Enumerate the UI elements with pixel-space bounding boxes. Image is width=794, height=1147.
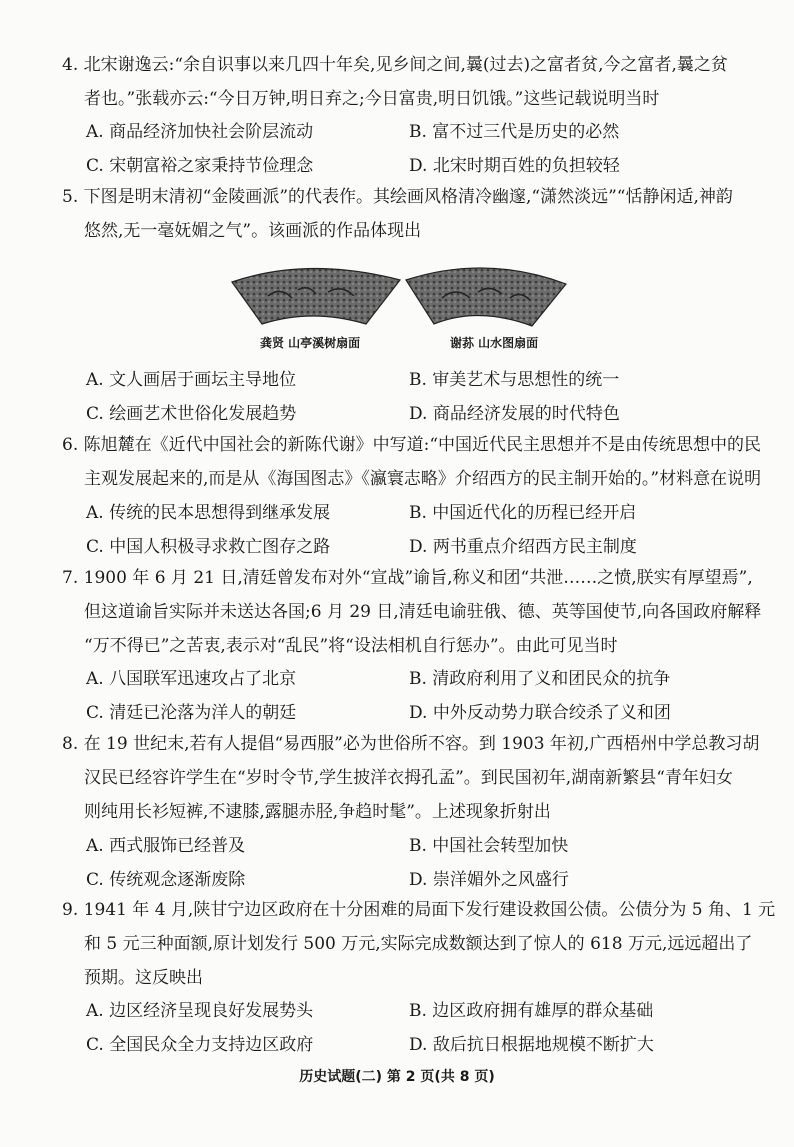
option-c[interactable]: C. 宋朝富裕之家秉持节俭理念 (86, 155, 314, 176)
stem-line: 但这道谕旨实际并未送达各国;6 月 29 日,清廷电谕驻俄、德、英等国使节,向各国政府解释 (84, 602, 762, 622)
question-5-options (86, 360, 746, 428)
option-b[interactable]: B. 审美艺术与思想性的统一 (409, 369, 620, 390)
stem-line: 者也。”张载亦云:“今日万钟,明日弃之;今日富贵,明日饥饿。”这些记载说明当时 (84, 89, 660, 109)
question-4-options (86, 112, 746, 180)
option-a[interactable]: A. 文人画居于画坛主导地位 (86, 369, 297, 390)
option-a[interactable]: A. 传统的民本思想得到继承发展 (86, 502, 331, 523)
option-b[interactable]: B. 中国近代化的历程已经开启 (409, 502, 637, 523)
right-fan-painting (406, 268, 566, 326)
option-b[interactable]: B. 边区政府拥有雄厚的群众基础 (409, 1000, 654, 1021)
option-d[interactable]: D. 北宋时期百姓的负担较轻 (409, 155, 620, 176)
stem-line: 5. 下图是明末清初“金陵画派”的代表作。其绘画风格清冷幽邃,“潇然淡远”“恬静闲适,神韵 (62, 187, 733, 207)
question-7-stem (62, 561, 762, 663)
stem-line: 8. 在 19 世纪末,若有人提倡“易西服”必为世俗所不容。到 1903 年初,广西梧州中学总教习胡 (62, 734, 760, 754)
question-6-options (86, 493, 746, 561)
option-a[interactable]: A. 边区经济呈现良好发展势头 (86, 1000, 314, 1021)
left-fan-painting (232, 268, 400, 324)
option-c[interactable]: C. 传统观念逐渐废除 (86, 869, 246, 890)
stem-line: 7. 1900 年 6 月 21 日,清廷曾发布对外“宣战”谕旨,称义和团“共泄……之愤,朕实有厚望焉”, (62, 568, 753, 588)
option-b[interactable]: B. 清政府利用了义和团民众的抗争 (409, 668, 671, 689)
fan-paintings-figure (228, 262, 568, 354)
stem-line: 汉民已经容许学生在“岁时令节,学生披洋衣拇孔孟”。到民国初年,湖南新繁县“青年妇女 (84, 768, 733, 788)
left-fan-caption: 龚贤 山亭溪树扇面 (260, 336, 361, 350)
option-a[interactable]: A. 八国联军迅速攻占了北京 (86, 668, 297, 689)
option-b[interactable]: B. 富不过三代是历史的必然 (409, 121, 620, 142)
option-d[interactable]: D. 中外反动势力联合绞杀了义和团 (409, 702, 671, 723)
option-d[interactable]: D. 敌后抗日根据地规模不断扩大 (409, 1034, 654, 1055)
option-d[interactable]: D. 两书重点介绍西方民主制度 (409, 536, 637, 557)
question-8-stem (62, 727, 760, 829)
stem-line: “万不得已”之苦衷,表示对“乱民”将“设法相机自行惩办”。由此可见当时 (84, 636, 618, 656)
question-4-stem (62, 48, 752, 116)
stem-line: 4. 北宋谢逸云:“余自识事以来几四十年矣,见乡间之间,曩(过去)之富者贫,今之富者,曩之贫 (62, 55, 728, 75)
option-d[interactable]: D. 商品经济发展的时代特色 (409, 403, 620, 424)
stem-line: 主观发展起来的,而是从《海国图志》《瀛寰志略》介绍西方的民主制开始的。”材料意在说明 (84, 469, 762, 489)
page-footer: 历史试题(二) 第 2 页(共 8 页) (299, 1069, 495, 1085)
stem-line: 9. 1941 年 4 月,陕甘宁边区政府在十分困难的局面下发行建设救国公债。公债分为 5 角、1 元 (62, 900, 776, 920)
stem-line: 则纯用长衫短裤,不逮膝,露腿赤胫,争趋时髦”。上述现象折射出 (84, 802, 551, 822)
option-c[interactable]: C. 中国人积极寻求救亡图存之路 (86, 536, 331, 557)
stem-line: 预期。这反映出 (84, 968, 203, 988)
question-8-options (86, 826, 746, 894)
fan-paintings-image (228, 262, 568, 332)
option-c[interactable]: C. 清廷已沦落为洋人的朝廷 (86, 702, 297, 723)
option-b[interactable]: B. 中国社会转型加快 (409, 835, 569, 856)
question-6-stem (62, 428, 762, 496)
stem-line: 和 5 元三种面额,原计划发行 500 万元,实际完成数额达到了惊人的 618 万元,远远超出了 (84, 934, 753, 954)
right-fan-caption: 谢荪 山水图扇面 (450, 336, 539, 350)
question-9-options (86, 991, 746, 1059)
question-9-stem (62, 893, 776, 995)
option-c[interactable]: C. 全国民众全力支持边区政府 (86, 1034, 314, 1055)
option-c[interactable]: C. 绘画艺术世俗化发展趋势 (86, 403, 297, 424)
stem-line: 6. 陈旭麓在《近代中国社会的新陈代谢》中写道:“中国近代民主思想并不是由传统思想中的民 (62, 435, 762, 455)
option-d[interactable]: D. 崇洋媚外之风盛行 (409, 869, 569, 890)
option-a[interactable]: A. 商品经济加快社会阶层流动 (86, 121, 314, 142)
question-7-options (86, 659, 746, 727)
option-a[interactable]: A. 西式服饰已经普及 (86, 835, 246, 856)
stem-line: 悠然,无一毫妩媚之气”。该画派的作品体现出 (84, 221, 422, 241)
question-5-stem (62, 180, 752, 248)
